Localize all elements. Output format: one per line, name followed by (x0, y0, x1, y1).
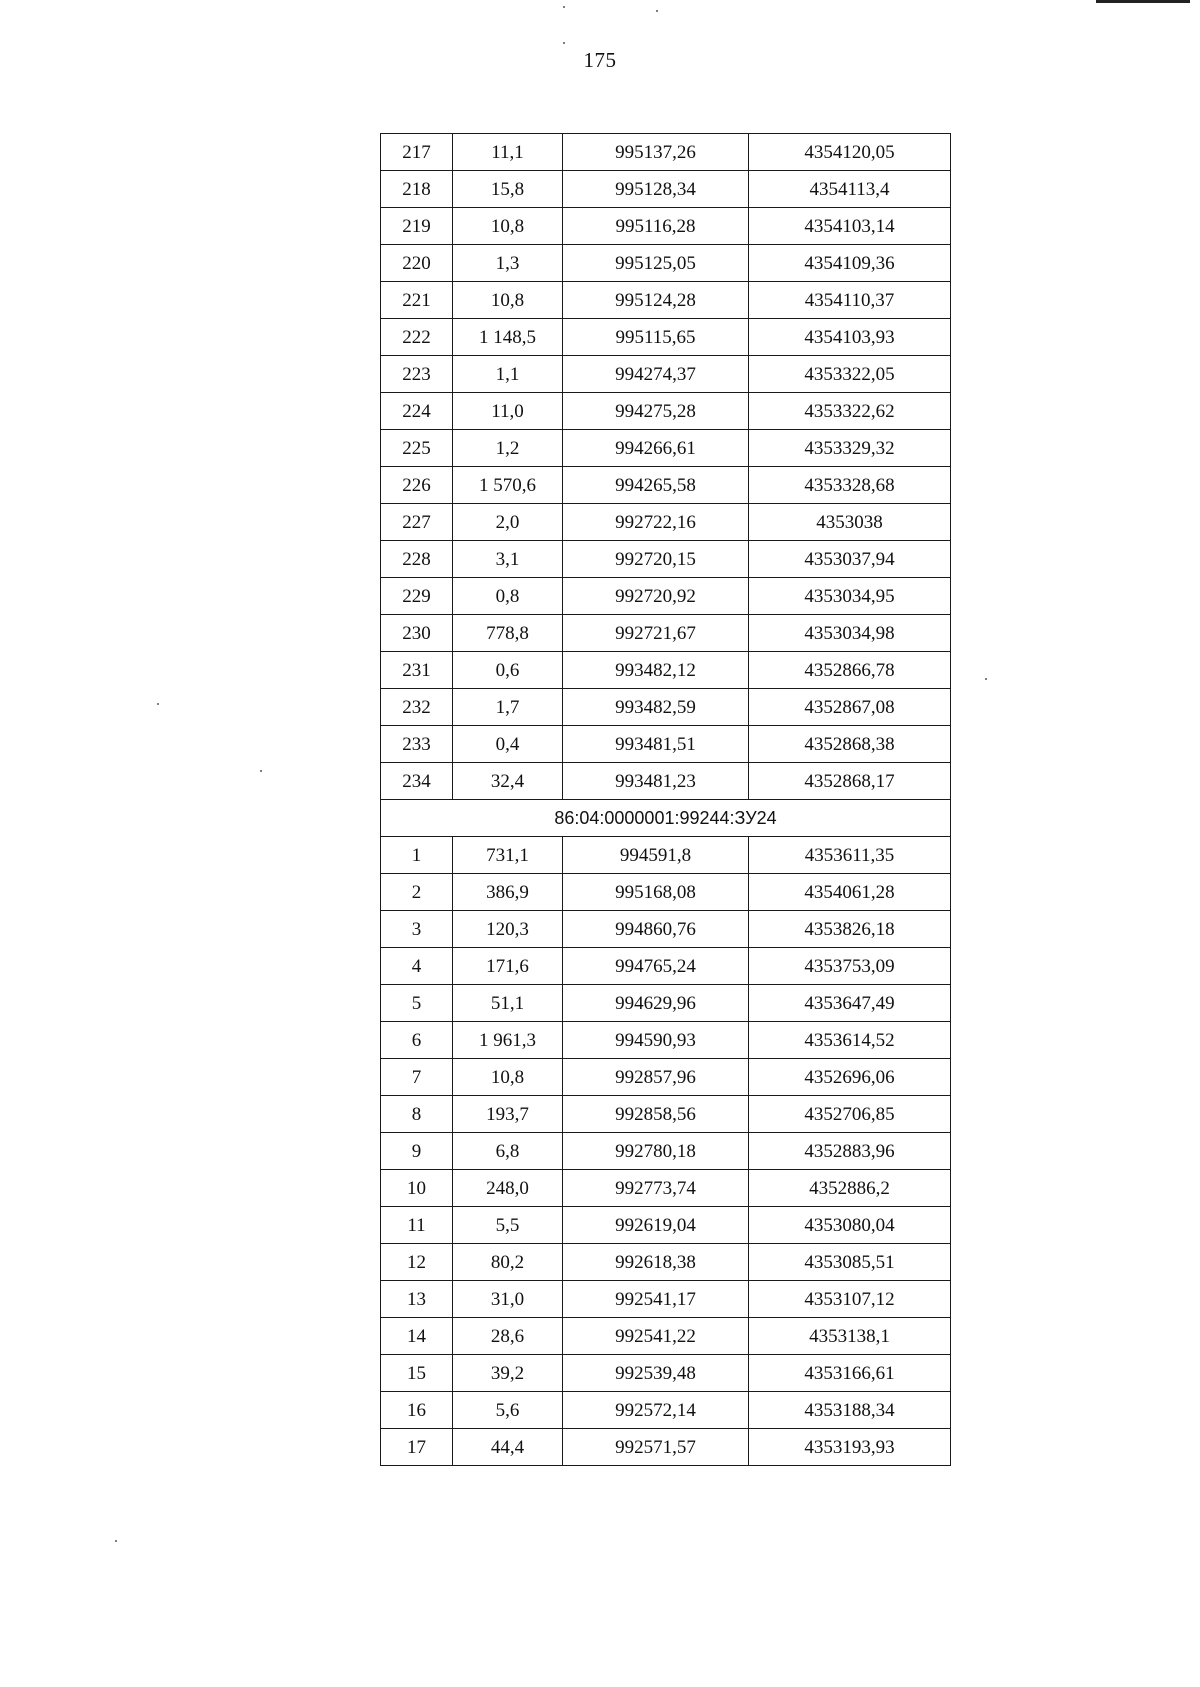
scan-speck (563, 6, 565, 8)
x-coordinate-cell: 994765,24 (563, 948, 749, 985)
table-row (381, 134, 951, 171)
x-coordinate-cell: 992720,15 (563, 541, 749, 578)
x-coordinate-cell: 995168,08 (563, 874, 749, 911)
y-coordinate-cell: 4353138,1 (749, 1318, 951, 1355)
point-number-cell: 221 (381, 282, 453, 319)
scan-speck (260, 770, 262, 772)
point-number-cell: 17 (381, 1429, 453, 1466)
table-row (381, 1281, 951, 1318)
table-row (381, 1022, 951, 1059)
distance-cell: 0,6 (453, 652, 563, 689)
y-coordinate-cell: 4353085,51 (749, 1244, 951, 1281)
x-coordinate-cell: 994590,93 (563, 1022, 749, 1059)
table-row (381, 1207, 951, 1244)
y-coordinate-cell: 4352868,17 (749, 763, 951, 800)
x-coordinate-cell: 992571,57 (563, 1429, 749, 1466)
x-coordinate-cell: 993481,23 (563, 763, 749, 800)
distance-cell: 11,0 (453, 393, 563, 430)
y-coordinate-cell: 4353614,52 (749, 1022, 951, 1059)
y-coordinate-cell: 4353193,93 (749, 1429, 951, 1466)
x-coordinate-cell: 995125,05 (563, 245, 749, 282)
x-coordinate-cell: 994629,96 (563, 985, 749, 1022)
point-number-cell: 233 (381, 726, 453, 763)
table-row (381, 1355, 951, 1392)
point-number-cell: 6 (381, 1022, 453, 1059)
y-coordinate-cell: 4353080,04 (749, 1207, 951, 1244)
distance-cell: 1,3 (453, 245, 563, 282)
distance-cell: 51,1 (453, 985, 563, 1022)
point-number-cell: 224 (381, 393, 453, 430)
distance-cell: 10,8 (453, 282, 563, 319)
distance-cell: 10,8 (453, 1059, 563, 1096)
point-number-cell: 4 (381, 948, 453, 985)
point-number-cell: 9 (381, 1133, 453, 1170)
y-coordinate-cell: 4352867,08 (749, 689, 951, 726)
distance-cell: 44,4 (453, 1429, 563, 1466)
y-coordinate-cell: 4354103,93 (749, 319, 951, 356)
y-coordinate-cell: 4354109,36 (749, 245, 951, 282)
x-coordinate-cell: 992619,04 (563, 1207, 749, 1244)
distance-cell: 171,6 (453, 948, 563, 985)
x-coordinate-cell: 994275,28 (563, 393, 749, 430)
point-number-cell: 225 (381, 430, 453, 467)
point-number-cell: 229 (381, 578, 453, 615)
scan-speck (115, 1540, 117, 1542)
point-number-cell: 227 (381, 504, 453, 541)
x-coordinate-cell: 992539,48 (563, 1355, 749, 1392)
table-row (381, 763, 951, 800)
x-coordinate-cell: 992720,92 (563, 578, 749, 615)
point-number-cell: 3 (381, 911, 453, 948)
x-coordinate-cell: 995116,28 (563, 208, 749, 245)
y-coordinate-cell: 4353328,68 (749, 467, 951, 504)
distance-cell: 0,8 (453, 578, 563, 615)
table-row (381, 1429, 951, 1466)
table-row (381, 430, 951, 467)
table-row (381, 911, 951, 948)
y-coordinate-cell: 4353037,94 (749, 541, 951, 578)
x-coordinate-cell: 994266,61 (563, 430, 749, 467)
y-coordinate-cell: 4354120,05 (749, 134, 951, 171)
x-coordinate-cell: 992858,56 (563, 1096, 749, 1133)
table-row (381, 467, 951, 504)
table-row (381, 319, 951, 356)
y-coordinate-cell: 4353322,62 (749, 393, 951, 430)
distance-cell: 0,4 (453, 726, 563, 763)
parcel-cadastral-number: 86:04:0000001:99244:ЗУ24 (381, 800, 951, 837)
page-number: 175 (583, 48, 617, 72)
table-row (381, 393, 951, 430)
table-row (381, 1244, 951, 1281)
point-number-cell: 16 (381, 1392, 453, 1429)
table-row (381, 541, 951, 578)
table-row (381, 1059, 951, 1096)
table-row (381, 1096, 951, 1133)
point-number-cell: 220 (381, 245, 453, 282)
distance-cell: 32,4 (453, 763, 563, 800)
y-coordinate-cell: 4354061,28 (749, 874, 951, 911)
y-coordinate-cell: 4354113,4 (749, 171, 951, 208)
y-coordinate-cell: 4353034,98 (749, 615, 951, 652)
table-row (381, 1318, 951, 1355)
x-coordinate-cell: 995128,34 (563, 171, 749, 208)
table-row (381, 726, 951, 763)
distance-cell: 15,8 (453, 171, 563, 208)
x-coordinate-cell: 992773,74 (563, 1170, 749, 1207)
table-row (381, 356, 951, 393)
y-coordinate-cell: 4352868,38 (749, 726, 951, 763)
x-coordinate-cell: 995115,65 (563, 319, 749, 356)
scan-speck (157, 703, 159, 705)
y-coordinate-cell: 4353611,35 (749, 837, 951, 874)
table-row (381, 874, 951, 911)
scan-corner-mark (1096, 0, 1190, 3)
table-row (381, 615, 951, 652)
y-coordinate-cell: 4353034,95 (749, 578, 951, 615)
point-number-cell: 232 (381, 689, 453, 726)
table-row (381, 1170, 951, 1207)
table-row (381, 578, 951, 615)
x-coordinate-cell: 993482,59 (563, 689, 749, 726)
distance-cell: 39,2 (453, 1355, 563, 1392)
point-number-cell: 15 (381, 1355, 453, 1392)
point-number-cell: 1 (381, 837, 453, 874)
point-number-cell: 230 (381, 615, 453, 652)
distance-cell: 31,0 (453, 1281, 563, 1318)
table-row (381, 652, 951, 689)
distance-cell: 1,7 (453, 689, 563, 726)
scan-speck (985, 678, 987, 680)
y-coordinate-cell: 4353166,61 (749, 1355, 951, 1392)
y-coordinate-cell: 4353647,49 (749, 985, 951, 1022)
y-coordinate-cell: 4352866,78 (749, 652, 951, 689)
x-coordinate-cell: 992857,96 (563, 1059, 749, 1096)
y-coordinate-cell: 4353322,05 (749, 356, 951, 393)
point-number-cell: 217 (381, 134, 453, 171)
table-row (381, 948, 951, 985)
parcel-heading-row (381, 800, 951, 837)
point-number-cell: 226 (381, 467, 453, 504)
table-row (381, 837, 951, 874)
y-coordinate-cell: 4352886,2 (749, 1170, 951, 1207)
x-coordinate-cell: 992721,67 (563, 615, 749, 652)
distance-cell: 1 570,6 (453, 467, 563, 504)
x-coordinate-cell: 994860,76 (563, 911, 749, 948)
distance-cell: 248,0 (453, 1170, 563, 1207)
y-coordinate-cell: 4353188,34 (749, 1392, 951, 1429)
x-coordinate-cell: 993481,51 (563, 726, 749, 763)
x-coordinate-cell: 995137,26 (563, 134, 749, 171)
x-coordinate-cell: 992541,17 (563, 1281, 749, 1318)
table-row (381, 208, 951, 245)
distance-cell: 120,3 (453, 911, 563, 948)
table-row (381, 245, 951, 282)
distance-cell: 3,1 (453, 541, 563, 578)
distance-cell: 11,1 (453, 134, 563, 171)
point-number-cell: 10 (381, 1170, 453, 1207)
x-coordinate-cell: 992722,16 (563, 504, 749, 541)
scan-speck (563, 42, 565, 44)
x-coordinate-cell: 994591,8 (563, 837, 749, 874)
table-row (381, 985, 951, 1022)
distance-cell: 28,6 (453, 1318, 563, 1355)
table-row (381, 504, 951, 541)
distance-cell: 1 148,5 (453, 319, 563, 356)
x-coordinate-cell: 995124,28 (563, 282, 749, 319)
point-number-cell: 5 (381, 985, 453, 1022)
distance-cell: 80,2 (453, 1244, 563, 1281)
point-number-cell: 8 (381, 1096, 453, 1133)
distance-cell: 5,6 (453, 1392, 563, 1429)
distance-cell: 386,9 (453, 874, 563, 911)
x-coordinate-cell: 992618,38 (563, 1244, 749, 1281)
table-row (381, 1133, 951, 1170)
table-row (381, 171, 951, 208)
point-number-cell: 231 (381, 652, 453, 689)
distance-cell: 778,8 (453, 615, 563, 652)
distance-cell: 1,2 (453, 430, 563, 467)
x-coordinate-cell: 992572,14 (563, 1392, 749, 1429)
point-number-cell: 234 (381, 763, 453, 800)
distance-cell: 2,0 (453, 504, 563, 541)
y-coordinate-cell: 4353107,12 (749, 1281, 951, 1318)
point-number-cell: 13 (381, 1281, 453, 1318)
distance-cell: 6,8 (453, 1133, 563, 1170)
point-number-cell: 12 (381, 1244, 453, 1281)
y-coordinate-cell: 4353329,32 (749, 430, 951, 467)
y-coordinate-cell: 4353038 (749, 504, 951, 541)
point-number-cell: 2 (381, 874, 453, 911)
x-coordinate-cell: 992780,18 (563, 1133, 749, 1170)
scan-speck (656, 10, 658, 12)
distance-cell: 731,1 (453, 837, 563, 874)
table-row (381, 1392, 951, 1429)
point-number-cell: 218 (381, 171, 453, 208)
point-number-cell: 14 (381, 1318, 453, 1355)
x-coordinate-cell: 994274,37 (563, 356, 749, 393)
coordinates-table-body (381, 134, 951, 1466)
distance-cell: 10,8 (453, 208, 563, 245)
point-number-cell: 222 (381, 319, 453, 356)
point-number-cell: 219 (381, 208, 453, 245)
distance-cell: 1 961,3 (453, 1022, 563, 1059)
distance-cell: 1,1 (453, 356, 563, 393)
y-coordinate-cell: 4354103,14 (749, 208, 951, 245)
y-coordinate-cell: 4353753,09 (749, 948, 951, 985)
x-coordinate-cell: 993482,12 (563, 652, 749, 689)
table-row (381, 282, 951, 319)
table-row (381, 689, 951, 726)
coordinates-table (380, 133, 951, 1466)
point-number-cell: 228 (381, 541, 453, 578)
y-coordinate-cell: 4354110,37 (749, 282, 951, 319)
y-coordinate-cell: 4352706,85 (749, 1096, 951, 1133)
point-number-cell: 223 (381, 356, 453, 393)
y-coordinate-cell: 4353826,18 (749, 911, 951, 948)
distance-cell: 193,7 (453, 1096, 563, 1133)
x-coordinate-cell: 992541,22 (563, 1318, 749, 1355)
y-coordinate-cell: 4352883,96 (749, 1133, 951, 1170)
point-number-cell: 11 (381, 1207, 453, 1244)
point-number-cell: 7 (381, 1059, 453, 1096)
x-coordinate-cell: 994265,58 (563, 467, 749, 504)
distance-cell: 5,5 (453, 1207, 563, 1244)
y-coordinate-cell: 4352696,06 (749, 1059, 951, 1096)
